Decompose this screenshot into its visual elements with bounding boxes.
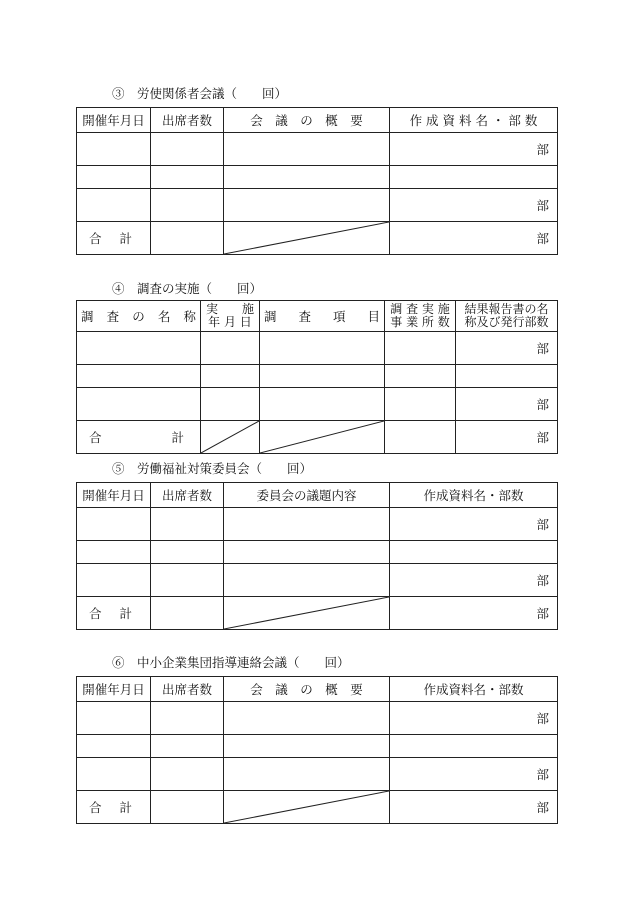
header-char: 項	[332, 309, 346, 324]
total-label-a: 合	[89, 606, 102, 621]
cell-total-establishments[interactable]	[385, 421, 456, 454]
cell-materials[interactable]: 部	[390, 189, 558, 222]
header-date: 開催年月日	[77, 108, 151, 133]
total-label-b: 計	[171, 430, 184, 445]
diagonal-cell	[201, 421, 260, 454]
cell-materials[interactable]: 部	[390, 564, 558, 597]
cell-date[interactable]	[77, 758, 151, 791]
cell-total-attendees[interactable]	[151, 791, 224, 824]
table-row	[77, 189, 558, 222]
header-survey-date	[201, 301, 260, 332]
cell-summary[interactable]	[224, 133, 390, 166]
total-label-b: 計	[119, 606, 132, 621]
diagonal-cell	[260, 421, 385, 454]
header-report-name	[456, 301, 558, 332]
cell-total-materials[interactable]: 部	[390, 791, 558, 824]
cell-attendees[interactable]	[151, 702, 224, 735]
cell-summary[interactable]	[224, 189, 390, 222]
total-row	[77, 597, 558, 630]
cell-date[interactable]	[77, 702, 151, 735]
header-char: 目	[367, 309, 380, 324]
table-row	[77, 564, 558, 597]
cell-materials[interactable]: 部	[390, 508, 558, 541]
header-survey-name	[77, 301, 201, 332]
diagonal-line	[224, 222, 389, 254]
header-line-2: 年 月 日	[208, 315, 252, 329]
total-label-a: 合	[89, 231, 102, 246]
cell-agenda[interactable]	[224, 564, 390, 597]
cell-attendees[interactable]	[151, 564, 224, 597]
table-row	[77, 388, 558, 421]
table-sme-guidance-meeting	[76, 676, 558, 824]
cell-summary[interactable]	[224, 702, 390, 735]
cell-report[interactable]: 部	[456, 332, 558, 365]
table-row-gap	[77, 735, 558, 758]
header-date: 開催年月日	[77, 483, 151, 508]
header-materials: 作成資料名・部数	[390, 483, 558, 508]
total-label	[77, 597, 151, 630]
header-materials: 作 成 資 料 名 ・ 部 数	[390, 108, 558, 133]
cell-total-materials[interactable]: 部	[390, 597, 558, 630]
cell-date[interactable]	[77, 508, 151, 541]
cell-survey-items[interactable]	[260, 332, 385, 365]
cell-attendees[interactable]	[151, 508, 224, 541]
header-char: 査	[106, 309, 120, 324]
header-materials: 作成資料名・部数	[390, 677, 558, 702]
diagonal-cell	[224, 791, 390, 824]
total-label	[77, 791, 151, 824]
total-row	[77, 421, 558, 454]
total-row	[77, 791, 558, 824]
cell-summary[interactable]	[224, 758, 390, 791]
cell-materials[interactable]: 部	[390, 133, 558, 166]
table-labor-management-meeting	[76, 107, 558, 255]
section-6-title: ⑥ 中小企業集団指導連絡会議（ 回）	[112, 655, 350, 670]
table-welfare-committee	[76, 482, 558, 630]
header-attendees: 出席者数	[151, 108, 224, 133]
total-label-b: 計	[119, 231, 132, 246]
total-label	[77, 421, 201, 454]
total-label-a: 合	[89, 430, 102, 445]
cell-total-attendees[interactable]	[151, 222, 224, 255]
diagonal-cell	[224, 222, 390, 255]
cell-materials[interactable]: 部	[390, 702, 558, 735]
cell-total-attendees[interactable]	[151, 597, 224, 630]
total-row	[77, 222, 558, 255]
header-summary: 会 議 の 概 要	[224, 677, 390, 702]
header-attendees: 出席者数	[151, 677, 224, 702]
cell-survey-date[interactable]	[201, 332, 260, 365]
cell-establishment-count[interactable]	[385, 332, 456, 365]
header-summary: 会 議 の 概 要	[224, 108, 390, 133]
table-row-gap	[77, 541, 558, 564]
table-row	[77, 702, 558, 735]
section-3-title: ③ 労使関係者会議（ 回）	[112, 86, 288, 101]
diagonal-line	[201, 421, 259, 453]
header-char: 調	[81, 309, 94, 324]
cell-date[interactable]	[77, 189, 151, 222]
cell-survey-name[interactable]	[77, 388, 201, 421]
table-row	[77, 133, 558, 166]
header-char: 名	[157, 309, 171, 324]
header-attendees: 出席者数	[151, 483, 224, 508]
header-line-1: 結果報告書の名	[464, 302, 549, 316]
header-establishment-count	[385, 301, 456, 332]
cell-agenda[interactable]	[224, 508, 390, 541]
table-row-gap	[77, 365, 558, 388]
diagonal-line	[224, 597, 389, 629]
diagonal-line	[224, 791, 389, 823]
header-line-1: 実 施	[205, 302, 254, 316]
section-5-title: ⑤ 労働福祉対策委員会（ 回）	[112, 461, 313, 476]
table-row	[77, 508, 558, 541]
header-line-1: 調 査 実 施	[390, 302, 450, 316]
cell-total-materials[interactable]: 部	[390, 222, 558, 255]
header-line-2: 称及び発行部数	[464, 315, 549, 329]
table-row	[77, 758, 558, 791]
total-label-b: 計	[119, 800, 132, 815]
table-survey	[76, 300, 558, 454]
cell-attendees[interactable]	[151, 189, 224, 222]
cell-date[interactable]	[77, 564, 151, 597]
table-row	[77, 332, 558, 365]
diagonal-line	[260, 421, 384, 453]
cell-attendees[interactable]	[151, 758, 224, 791]
header-char: 称	[183, 309, 196, 324]
cell-survey-date[interactable]	[201, 388, 260, 421]
section-4-title: ④ 調査の実施（ 回）	[112, 281, 263, 296]
header-survey-items	[260, 301, 385, 332]
cell-total-report[interactable]: 部	[456, 421, 558, 454]
header-char: 調	[264, 309, 277, 324]
header-agenda: 委員会の議題内容	[224, 483, 390, 508]
cell-survey-items[interactable]	[260, 388, 385, 421]
total-label	[77, 222, 151, 255]
total-label-a: 合	[89, 800, 102, 815]
cell-attendees[interactable]	[151, 133, 224, 166]
cell-survey-name[interactable]	[77, 332, 201, 365]
header-date: 開催年月日	[77, 677, 151, 702]
cell-report[interactable]: 部	[456, 388, 558, 421]
header-char: 査	[298, 309, 311, 324]
cell-date[interactable]	[77, 133, 151, 166]
diagonal-cell	[224, 597, 390, 630]
table-row-gap	[77, 166, 558, 189]
cell-materials[interactable]: 部	[390, 758, 558, 791]
cell-establishment-count[interactable]	[385, 388, 456, 421]
header-char: の	[132, 309, 145, 324]
header-line-2: 事 業 所 数	[390, 315, 450, 329]
